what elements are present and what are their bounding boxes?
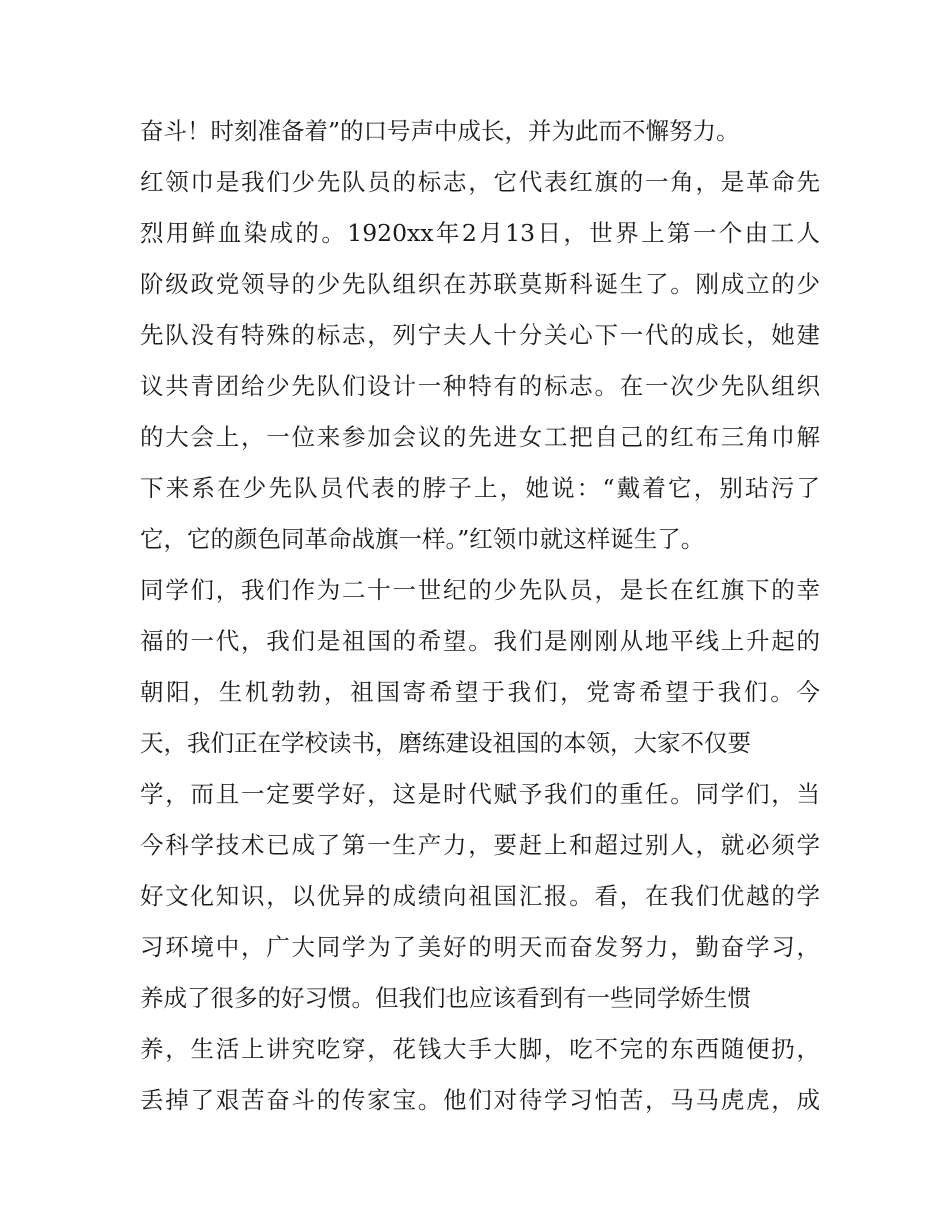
text-line: 下来系在少先队员代表的脖子上，她说：“戴着它，别玷污了 [140, 474, 820, 502]
text-line: 议共青团给少先队们设计一种特有的标志。在一次少先队组织 [140, 372, 820, 400]
text-line: 今科学技术已成了第一生产力，要赶上和超过别人，就必须学 [140, 831, 820, 859]
text-line: 它，它的颜色同革命战旗一样。”红领巾就这样诞生了。 [140, 525, 705, 553]
text-line: 好文化知识，以优异的成绩向祖国汇报。看，在我们优越的学 [140, 882, 820, 910]
body-text [140, 106, 820, 1126]
text-line: 烈用鲜血染成的。1920xx年2月13日，世界上第一个由工人 [140, 219, 820, 247]
text-line: 奋斗！时刻准备着”的口号声中成长，并为此而不懈努力。 [140, 117, 740, 145]
text-line: 养成了很多的好习惯。但我们也应该看到有一些同学娇生惯 [140, 984, 751, 1012]
text-line: 红领巾是我们少先队员的标志，它代表红旗的一角，是革命先 [140, 168, 820, 196]
text-line: 同学们，我们作为二十一世纪的少先队员，是长在红旗下的幸 [140, 576, 820, 604]
text-line: 养，生活上讲究吃穿，花钱大手大脚，吃不完的东西随便扔， [140, 1035, 820, 1063]
text-line: 丢掉了艰苦奋斗的传家宝。他们对待学习怕苦，马马虎虎，成 [140, 1086, 820, 1114]
text-line: 习环境中，广大同学为了美好的明天而奋发努力，勤奋学习， [140, 933, 820, 961]
text-line: 朝阳，生机勃勃，祖国寄希望于我们，党寄希望于我们。今 [140, 678, 820, 706]
text-line: 学，而且一定要学好，这是时代赋予我们的重任。同学们，当 [140, 780, 820, 808]
text-line: 阶级政党领导的少先队组织在苏联莫斯科诞生了。刚成立的少 [140, 270, 820, 298]
text-line: 福的一代，我们是祖国的希望。我们是刚刚从地平线上升起的 [140, 627, 820, 655]
text-line: 的大会上，一位来参加会议的先进女工把自己的红布三角巾解 [140, 423, 820, 451]
text-line: 天，我们正在学校读书，磨练建设祖国的本领，大家不仅要 [140, 729, 751, 757]
text-line: 先队没有特殊的标志，列宁夫人十分关心下一代的成长，她建 [140, 321, 820, 349]
